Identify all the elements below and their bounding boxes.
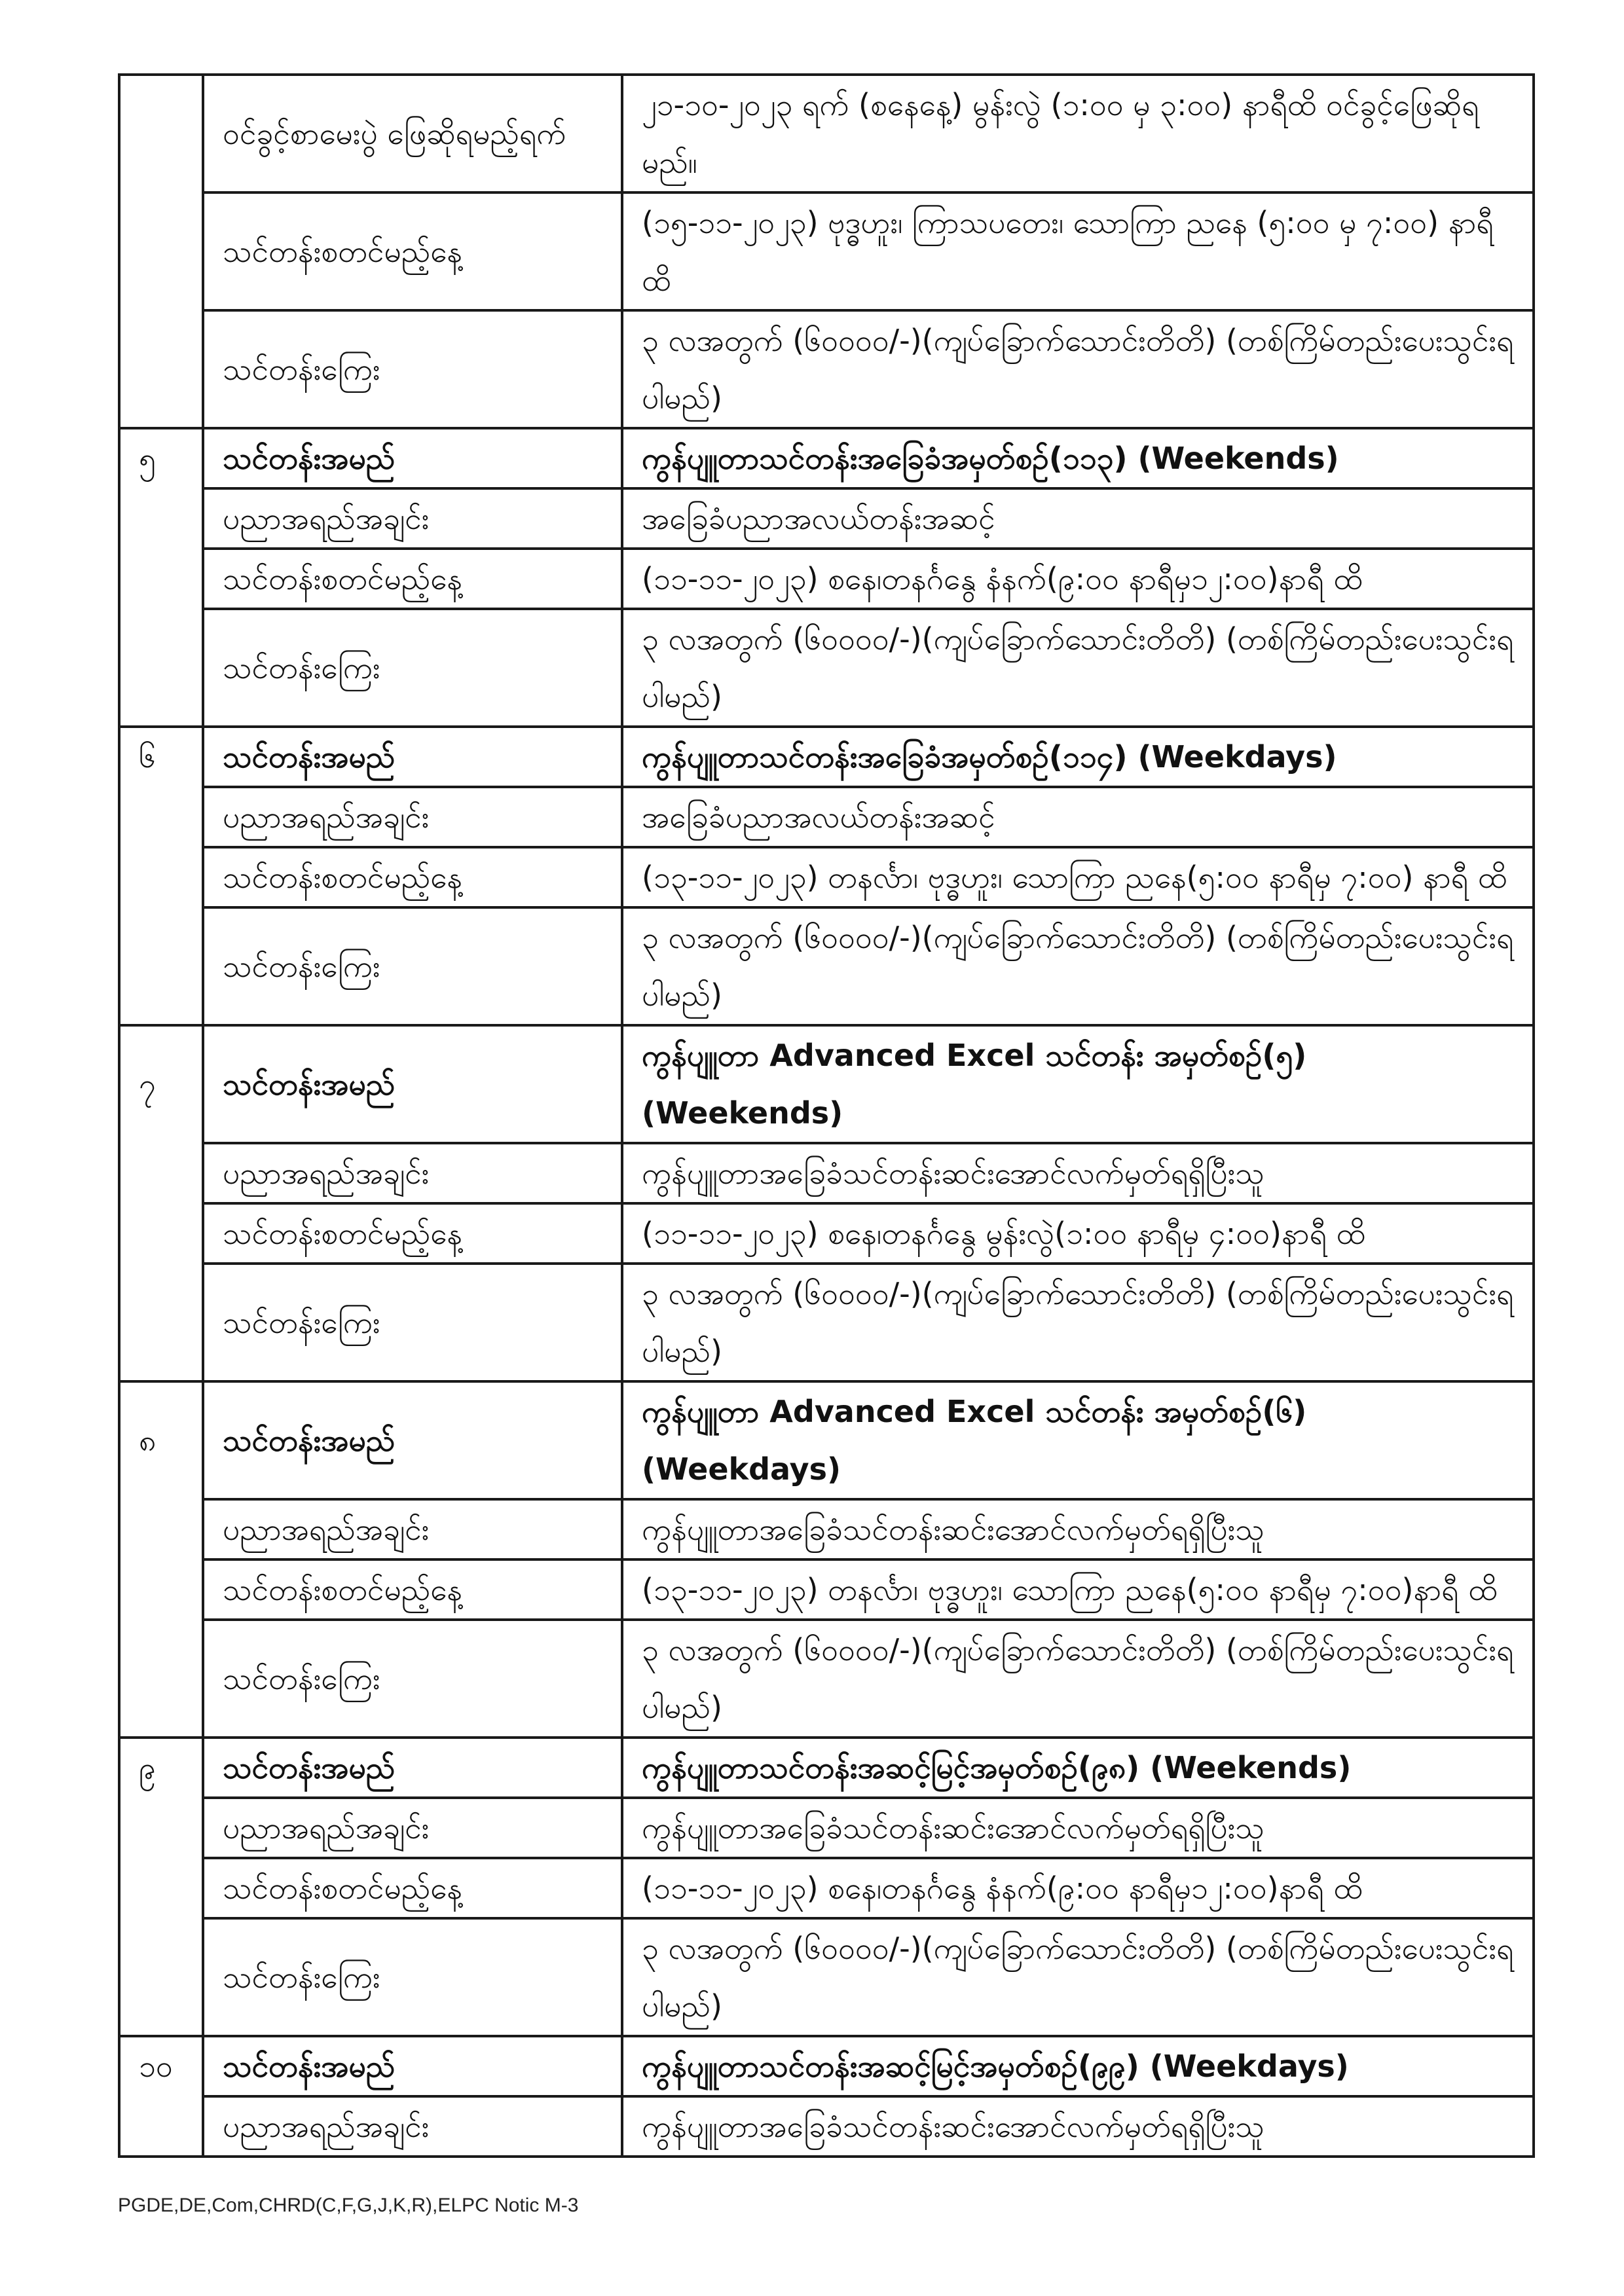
- item-number: [119, 1918, 203, 2036]
- row-label: သင်တန်းစတင်မည့်နေ့: [203, 1559, 622, 1620]
- table-row: [119, 1559, 1534, 1620]
- item-number: [119, 1499, 203, 1559]
- row-label: သင်တန်းအမည်: [203, 1381, 622, 1499]
- item-number: [119, 1858, 203, 1918]
- table-row: [119, 2036, 1534, 2096]
- row-value: (၁၅-၁၁-၂၀၂၃) ဗုဒ္ဓဟူး၊ ကြာသပတေး၊ သောကြာ ညနေ (၅:၀၀ မှ ၇:၀၀) နာရီ ထိ: [622, 192, 1534, 310]
- row-label: ပညာအရည်အချင်း: [203, 787, 622, 847]
- row-value: ၃ လအတွက် (၆၀၀၀၀/-)(ကျပ်ခြောက်သောင်းတိတိ) (တစ်ကြိမ်တည်းပေးသွင်းရပါမည်): [622, 1620, 1534, 1738]
- row-value: ကွန်ပျူတာ Advanced Excel သင်တန်း အမှတ်စဉ်(၆) (Weekdays): [622, 1381, 1534, 1499]
- item-number: [119, 2096, 203, 2157]
- table-row: [119, 727, 1534, 787]
- table-row: [119, 549, 1534, 609]
- row-value: ၃ လအတွက် (၆၀၀၀၀/-)(ကျပ်ခြောက်သောင်းတိတိ) (တစ်ကြိမ်တည်းပေးသွင်းရပါမည်): [622, 609, 1534, 727]
- table-row: [119, 847, 1534, 907]
- table-row: [119, 1738, 1534, 1798]
- item-number: [119, 1203, 203, 1264]
- row-value: ၃ လအတွက် (၆၀၀၀၀/-)(ကျပ်ခြောက်သောင်းတိတိ) (တစ်ကြိမ်တည်းပေးသွင်းရပါမည်): [622, 310, 1534, 428]
- item-number: [119, 1264, 203, 1381]
- row-label: ပညာအရည်အချင်း: [203, 1499, 622, 1559]
- item-number: [119, 609, 203, 727]
- item-number: [119, 787, 203, 847]
- row-label: ပညာအရည်အချင်း: [203, 2096, 622, 2157]
- table-row: [119, 310, 1534, 428]
- row-value: ကွန်ပျူတာအခြေခံသင်တန်းဆင်းအောင်လက်မှတ်ရရှိပြီးသူ: [622, 1143, 1534, 1203]
- item-number: [119, 488, 203, 549]
- table-row: [119, 2096, 1534, 2157]
- table-row: [119, 787, 1534, 847]
- row-label: သင်တန်းကြေး: [203, 310, 622, 428]
- table-row: [119, 1203, 1534, 1264]
- row-label: သင်တန်းအမည်: [203, 428, 622, 488]
- table-row: [119, 1798, 1534, 1858]
- row-value: ကွန်ပျူတာအခြေခံသင်တန်းဆင်းအောင်လက်မှတ်ရရှိပြီးသူ: [622, 2096, 1534, 2157]
- row-label: ပညာအရည်အချင်း: [203, 1798, 622, 1858]
- row-label: ပညာအရည်အချင်း: [203, 488, 622, 549]
- row-label: သင်တန်းအမည်: [203, 1738, 622, 1798]
- row-value: ကွန်ပျူတာအခြေခံသင်တန်းဆင်းအောင်လက်မှတ်ရရှိပြီးသူ: [622, 1499, 1534, 1559]
- table-row: [119, 192, 1534, 310]
- item-number: [119, 847, 203, 907]
- item-number: ၇: [119, 1025, 203, 1143]
- item-number: [119, 1559, 203, 1620]
- row-value: (၁၃-၁၁-၂၀၂၃) တနင်္လာ၊ ဗုဒ္ဓဟူး၊ သောကြာ ညနေ(၅:၀၀ နာရီမှ ၇:၀၀) နာရီ ထိ: [622, 847, 1534, 907]
- item-number: ၅: [119, 428, 203, 488]
- table-row: [119, 428, 1534, 488]
- row-value: အခြေခံပညာအလယ်တန်းအဆင့်: [622, 488, 1534, 549]
- item-number: [119, 1143, 203, 1203]
- table-row: [119, 75, 1534, 192]
- row-value: (၁၁-၁၁-၂၀၂၃) စနေ၊တနင်္ဂနွေ နံနက်(၉:၀၀ နာရီမှ၁၂:၀၀)နာရီ ထိ: [622, 549, 1534, 609]
- row-value: ကွန်ပျူတာအခြေခံသင်တန်းဆင်းအောင်လက်မှတ်ရရှိပြီးသူ: [622, 1798, 1534, 1858]
- item-number: [119, 1620, 203, 1738]
- table-row: [119, 1143, 1534, 1203]
- table-row: [119, 1499, 1534, 1559]
- row-value: ၃ လအတွက် (၆၀၀၀၀/-)(ကျပ်ခြောက်သောင်းတိတိ) (တစ်ကြိမ်တည်းပေးသွင်းရပါမည်): [622, 1264, 1534, 1381]
- row-label: ပညာအရည်အချင်း: [203, 1143, 622, 1203]
- row-value: (၁၃-၁၁-၂၀၂၃) တနင်္လာ၊ ဗုဒ္ဓဟူး၊ သောကြာ ညနေ(၅:၀၀ နာရီမှ ၇:၀၀)နာရီ ထိ: [622, 1559, 1534, 1620]
- row-label: သင်တန်းစတင်မည့်နေ့: [203, 847, 622, 907]
- item-number: [119, 192, 203, 310]
- row-value: အခြေခံပညာအလယ်တန်းအဆင့်: [622, 787, 1534, 847]
- row-value: ၃ လအတွက် (၆၀၀၀၀/-)(ကျပ်ခြောက်သောင်းတိတိ) (တစ်ကြိမ်တည်းပေးသွင်းရပါမည်): [622, 907, 1534, 1025]
- row-label: သင်တန်းအမည်: [203, 2036, 622, 2096]
- row-value: ကွန်ပျူတာသင်တန်းအခြေခံအမှတ်စဉ်(၁၁၃) (Weekends): [622, 428, 1534, 488]
- row-value: (၁၁-၁၁-၂၀၂၃) စနေ၊တနင်္ဂနွေ မွန်းလွဲ(၁:၀၀ နာရီမှ ၄:၀၀)နာရီ ထိ: [622, 1203, 1534, 1264]
- item-number: ၉: [119, 1738, 203, 1798]
- row-label: သင်တန်းကြေး: [203, 1620, 622, 1738]
- row-value: (၁၁-၁၁-၂၀၂၃) စနေ၊တနင်္ဂနွေ နံနက်(၉:၀၀ နာရီမှ၁၂:၀၀)နာရီ ထိ: [622, 1858, 1534, 1918]
- row-label: သင်တန်းကြေး: [203, 1264, 622, 1381]
- table-row: [119, 907, 1534, 1025]
- row-label: သင်တန်းကြေး: [203, 609, 622, 727]
- table-row: [119, 1025, 1534, 1143]
- row-value: ကွန်ပျူတာ Advanced Excel သင်တန်း အမှတ်စဉ်(၅) (Weekends): [622, 1025, 1534, 1143]
- table-row: [119, 1918, 1534, 2036]
- row-label: သင်တန်းစတင်မည့်နေ့: [203, 549, 622, 609]
- document-footer-code: PGDE,DE,Com,CHRD(C,F,G,J,K,R),ELPC Notic M-3: [118, 2195, 579, 2216]
- row-value: ၃ လအတွက် (၆၀၀၀၀/-)(ကျပ်ခြောက်သောင်းတိတိ) (တစ်ကြိမ်တည်းပေးသွင်းရပါမည်): [622, 1918, 1534, 2036]
- row-value: ကွန်ပျူတာသင်တန်းအဆင့်မြင့်အမှတ်စဉ်(၉၉) (Weekdays): [622, 2036, 1534, 2096]
- item-number: [119, 310, 203, 428]
- table-row: [119, 609, 1534, 727]
- item-number: [119, 549, 203, 609]
- table-row: [119, 1620, 1534, 1738]
- item-number: [119, 907, 203, 1025]
- item-number: ၈: [119, 1381, 203, 1499]
- row-label: သင်တန်းအမည်: [203, 727, 622, 787]
- row-value: ကွန်ပျူတာသင်တန်းအဆင့်မြင့်အမှတ်စဉ်(၉၈) (Weekends): [622, 1738, 1534, 1798]
- item-number: ၆: [119, 727, 203, 787]
- row-label: သင်တန်းစတင်မည့်နေ့: [203, 1858, 622, 1918]
- row-label: သင်တန်းကြေး: [203, 1918, 622, 2036]
- row-label: သင်တန်းစတင်မည့်နေ့: [203, 1203, 622, 1264]
- table-row: [119, 1264, 1534, 1381]
- table-row: [119, 1858, 1534, 1918]
- course-table: [118, 73, 1535, 2158]
- table-row: [119, 488, 1534, 549]
- row-label: သင်တန်းစတင်မည့်နေ့: [203, 192, 622, 310]
- item-number: [119, 75, 203, 192]
- table-row: [119, 1381, 1534, 1499]
- row-label: သင်တန်းကြေး: [203, 907, 622, 1025]
- row-label: ဝင်ခွင့်စာမေးပွဲ ဖြေဆိုရမည့်ရက်: [203, 75, 622, 192]
- item-number: ၁၀: [119, 2036, 203, 2096]
- row-label: သင်တန်းအမည်: [203, 1025, 622, 1143]
- item-number: [119, 1798, 203, 1858]
- row-value: ကွန်ပျူတာသင်တန်းအခြေခံအမှတ်စဉ်(၁၁၄) (Weekdays): [622, 727, 1534, 787]
- row-value: ၂၁-၁၀-၂၀၂၃ ရက် (စနေနေ့) မွန်းလွဲ (၁:၀၀ မှ ၃:၀၀) နာရီထိ ဝင်ခွင့်ဖြေဆိုရမည်။: [622, 75, 1534, 192]
